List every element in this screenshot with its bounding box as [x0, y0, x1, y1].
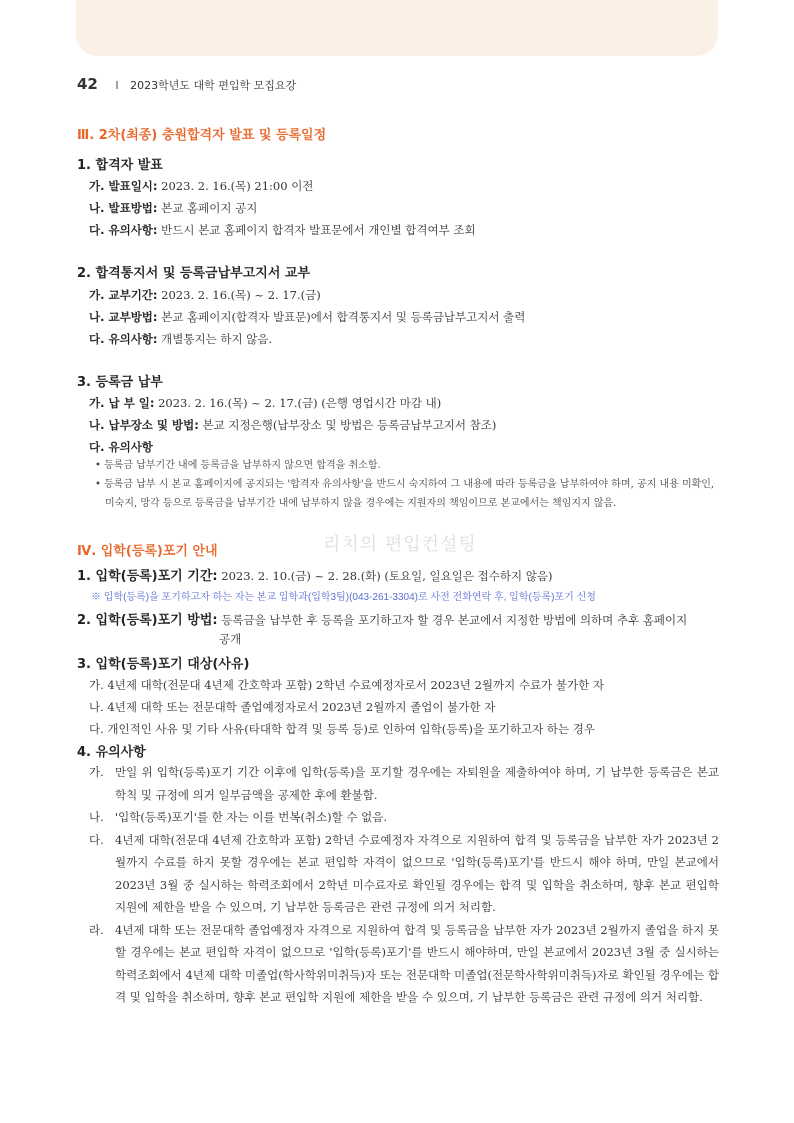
b3-item-2: 나. 4년제 대학 또는 전문대학 졸업예정자로서 2023년 2월까지 졸업이 불가한 자 — [89, 700, 496, 714]
b2-line: 2. 입학(등록)포기 방법: 등록금을 납부한 후 등록을 포기하고자 할 경우 본교에서 지정한 방법에 의하며 추후 홈페이지 — [77, 613, 688, 628]
s2-heading: 2. 합격통지서 및 등록금납부고지서 교부 — [77, 266, 311, 281]
b3-item-1: 가. 4년제 대학(전문대 4년제 간호학과 포함) 2학년 수료예정자로서 2023년 2월까지 수료가 불가한 자 — [89, 678, 604, 692]
s1-heading: 1. 합격자 발표 — [77, 158, 163, 173]
header-separator: I — [115, 79, 119, 92]
s1-item-2: 나. 발표방법: 본교 홈페이지 공지 — [89, 201, 258, 215]
s3-item-2: 나. 납부장소 및 방법: 본교 지정은행(납부장소 및 방법은 등록금납부고지서 참조) — [89, 418, 497, 432]
b4-list — [89, 761, 719, 1009]
s3-bullet-1: • 등록금 납부기간 내에 등록금을 납부하지 않으면 합격을 취소함. — [95, 460, 381, 471]
watermark: 리치의 편입컨설팅 — [323, 534, 477, 555]
b1-note: ※ 입학(등록)을 포기하고자 하는 자는 본교 입학과(입학3팀)(043-261-3304)로 사전 전화연락 후, 입학(등록)포기 신청 — [91, 592, 596, 603]
s2-item-2: 나. 교부방법: 본교 홈페이지(합격자 발표문)에서 합격통지서 및 등록금납부고지서 출력 — [89, 310, 526, 324]
b1-line: 1. 입학(등록)포기 기간: 2023. 2. 10.(금) ~ 2. 28.(화) (토요일, 일요일은 접수하지 않음) — [77, 569, 553, 584]
top-banner — [76, 0, 718, 56]
b4-item-3: 다. 4년제 대학(전문대 4년제 간호학과 포함) 2학년 수료예정자 자격으로 지원하여 합격 및 등록금을 납부한 자가 2023년 2월까지 수료를 하지 못할 경우에는 본교 편입학 자격이 없으므로 '입학(등록)포기'를 반드시 해야 하며, 만일 본교에서 2023년 3월 중 실시하는 학력조회에서 2학년 미수료자로 확인될 경우에는 합격 및 입학을 취소하며, 향후 본교 편입학 지원에 제한을 받을 수 있으며, 기 납부한 등록금은 관련 규정에 의거 처리함. — [89, 832, 719, 914]
s1-item-1: 가. 발표일시: 2023. 2. 16.(목) 21:00 이전 — [89, 179, 314, 193]
b4-heading: 4. 유의사항 — [77, 745, 146, 760]
s2-item-3: 다. 유의사항: 개별통지는 하지 않음. — [89, 332, 273, 346]
s3-bullet-2: • 등록금 납부 시 본교 홈페이지에 공지되는 '합격자 유의사항'을 반드시 숙지하여 그 내용에 따라 등록금을 납부하여야 하며, 공지 내용 미확인, 미숙지, 망각 등으로 등록금을 납부기간 내에 납부하지 않을 경우에는 지원자의 책임이므로 본교에서는 책임지지 않음. — [95, 479, 715, 509]
s3-item-1: 가. 납 부 일: 2023. 2. 16.(목) ~ 2. 17.(금) (은행 영업시간 마감 내) — [89, 396, 442, 410]
b3-heading: 3. 입학(등록)포기 대상(사유) — [77, 657, 250, 672]
b4-item-1: 가. 만일 위 입학(등록)포기 기간 이후에 입학(등록)을 포기할 경우에는 자퇴원을 제출하여야 하며, 기 납부한 등록금은 본교 학칙 및 규정에 의거 일부금액을 공제한 후에 환불함. — [89, 765, 719, 802]
page-number: 42 — [77, 75, 98, 93]
s2-item-1: 가. 교부기간: 2023. 2. 16.(목) ~ 2. 17.(금) — [89, 288, 321, 302]
section-3-title: Ⅲ. 2차(최종) 충원합격자 발표 및 등록일정 — [77, 128, 327, 143]
s1-item-3: 다. 유의사항: 반드시 본교 홈페이지 합격자 발표문에서 개인별 합격여부 조회 — [89, 223, 476, 237]
s3-item-3: 다. 유의사항 — [89, 440, 153, 454]
b2-cont: 공개 — [219, 632, 242, 646]
s3-heading: 3. 등록금 납부 — [77, 375, 163, 390]
b4-item-4: 라. 4년제 대학 또는 전문대학 졸업예정자 자격으로 지원하여 합격 및 등록금을 납부한 자가 2023년 2월까지 졸업을 하지 못할 경우에는 본교 편입학 자격이 없으므로 '입학(등록)포기'를 반드시 해야하며, 만일 본교에서 2023년 3월 중 실시하는 학력조회에서 4년제 대학 미졸업(학사학위미취득)자 또는 전문대학 미졸업(전문학사학위미취득)자로 확인될 경우에는 합격 및 입학을 취소하며, 향후 본교 편입학 지원에 제한을 받을 수 있으며, 기 납부한 등록금은 관련 규정에 의거 처리함. — [89, 922, 719, 1004]
page-header — [77, 75, 296, 93]
section-4-title: Ⅳ. 입학(등록)포기 안내 — [77, 544, 218, 559]
b4-item-2: 나. '입학(등록)포기'를 한 자는 이를 번복(취소)할 수 없음. — [89, 810, 388, 824]
b3-item-3: 다. 개인적인 사유 및 기타 사유(타대학 합격 및 등록 등)로 인하여 입학(등록)을 포기하고자 하는 경우 — [89, 722, 596, 736]
document-title: 2023학년도 대학 편입학 모집요강 — [130, 79, 297, 92]
